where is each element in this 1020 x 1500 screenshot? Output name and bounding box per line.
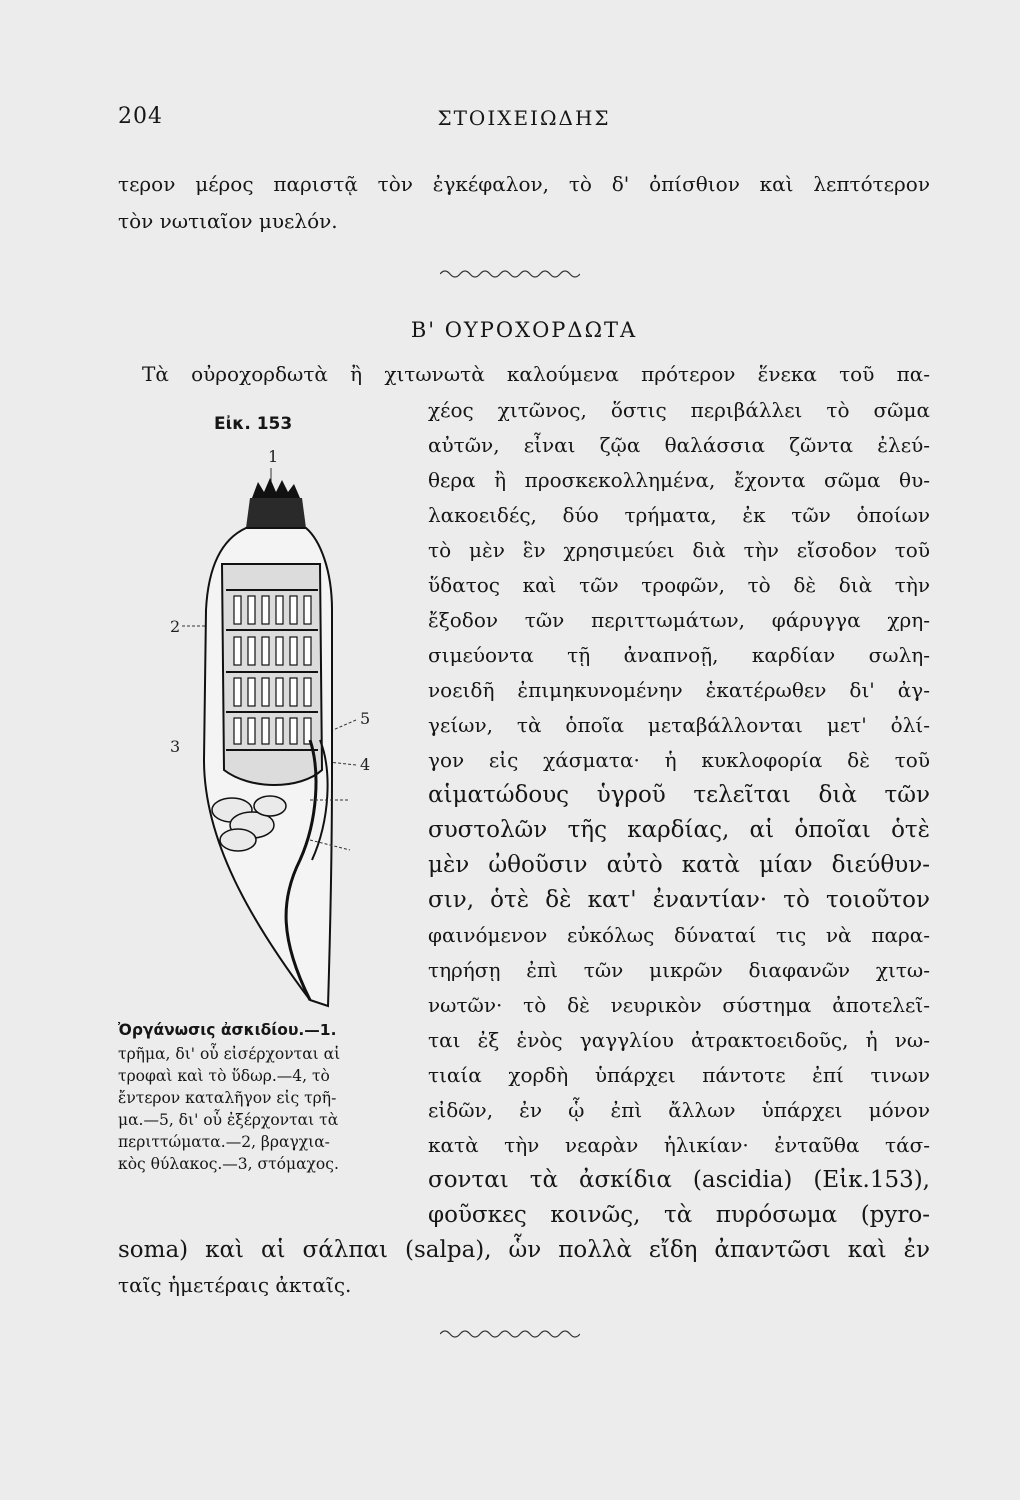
body-line: φοῦσκες κοινῶς, τὰ πυρόσωμα (pyro-	[428, 1202, 930, 1228]
body-line: μὲν ὠθοῦσιν αὐτὸ κατὰ μίαν διεύθυν-	[428, 852, 930, 878]
caption-title: Ὀργάνωσις ἀσκιδίου.—1.	[118, 1021, 337, 1039]
body-line: τὸ μὲν ἓν χρησιμεύει διὰ τὴν εἴσοδον τοῦ	[428, 538, 930, 562]
wavy-ornament	[440, 268, 580, 280]
body-line: αἱματώδους ὑγροῦ τελεῖται διὰ τῶν	[428, 782, 930, 808]
body-line: ταῖς ἡμετέραις ἀκταῖς.	[118, 1273, 352, 1297]
wavy-ornament	[440, 1328, 580, 1340]
section-title: Β' ΟΥΡΟΧΟΡΔΩΤΑ	[410, 318, 638, 342]
callout-5: 5	[360, 709, 371, 728]
caption-line: κὸς θύλακος.—3, στόμαχος.	[118, 1155, 339, 1173]
intro-line: τερον μέρος παριστᾷ τὸν ἐγκέφαλον, τὸ δ' ὀπίσθιον καὶ λεπτότερον	[118, 172, 930, 196]
body-line: γείων, τὰ ὁποῖα μεταβάλλονται μετ' ὀλί-	[428, 713, 930, 737]
body-line: soma) καὶ αἱ σάλπαι (salpa), ὧν πολλὰ εἴδη ἀπαντῶσι καὶ ἐν	[118, 1237, 930, 1263]
callout-3: 3	[170, 737, 181, 756]
caption-line: μα.—5, δι' οὗ ἐξέρχονται τὰ	[118, 1111, 339, 1129]
body-line: σονται τὰ ἀσκίδια (ascidia) (Εἰκ.153),	[428, 1167, 930, 1193]
body-line: φαινόμενον εὐκόλως δύναταί τις νὰ παρα-	[428, 923, 930, 947]
body-line: ἔξοδον τῶν περιττωμάτων, φάρυγγα χρη-	[428, 608, 930, 632]
body-line: λακοειδές, δύο τρήματα, ἐκ τῶν ὁποίων	[428, 503, 930, 527]
caption-line: ἔντερον καταλῆγον εἰς τρῆ-	[118, 1089, 337, 1107]
body-line: κατὰ τὴν νεαρὰν ἡλικίαν· ἐνταῦθα τάσ-	[428, 1133, 930, 1157]
page-number: 204	[118, 104, 163, 129]
body-line: Τὰ οὐροχορδωτὰ ἢ χιτωνωτὰ καλούμενα πρότερον ἕνεκα τοῦ πα-	[142, 362, 930, 386]
caption-line: περιττώματα.—2, βραγχια-	[118, 1133, 330, 1151]
callout-2: 2	[170, 617, 181, 636]
body-line: σιμεύοντα τῇ ἀναπνοῇ, καρδίαν σωλη-	[428, 643, 930, 667]
body-line: νωτῶν· τὸ δὲ νευρικὸν σύστημα ἀποτελεῖ-	[428, 993, 930, 1017]
running-head	[118, 104, 930, 134]
ascidian-illustration	[160, 440, 400, 1020]
callout-4: 4	[360, 755, 371, 774]
body-line: τηρήσῃ ἐπὶ τῶν μικρῶν διαφανῶν χιτω-	[428, 958, 930, 982]
body-line: νοειδῆ ἐπιμηκυνομένην ἑκατέρωθεν δι' ἀγ-	[428, 678, 930, 702]
body-line: συστολῶν τῆς καρδίας, αἱ ὁποῖαι ὁτὲ	[428, 817, 930, 843]
running-title: ΣΤΟΙΧΕΙΩΔΗΣ	[437, 106, 611, 130]
body-line: σιν, ὁτὲ δὲ κατ' ἐναντίαν· τὸ τοιοῦτον	[428, 887, 930, 913]
caption-line: τροφαὶ καὶ τὸ ὕδωρ.—4, τὸ	[118, 1067, 330, 1085]
body-line: τιαία χορδὴ ὑπάρχει πάντοτε ἐπί τινων	[428, 1063, 930, 1087]
body-line: αὐτῶν, εἶναι ζῷα θαλάσσια ζῶντα ἐλεύ-	[428, 433, 930, 457]
body-line: εἰδῶν, ἐν ᾧ ἐπὶ ἄλλων ὑπάρχει μόνον	[428, 1098, 930, 1122]
body-line: ὕδατος καὶ τῶν τροφῶν, τὸ δὲ διὰ τὴν	[428, 573, 930, 597]
body-line: ται ἐξ ἑνὸς γαγγλίου ἀτρακτοειδοῦς, ἡ νω-	[428, 1028, 930, 1052]
callout-1: 1	[268, 447, 279, 466]
body-line: γον εἰς χάσματα· ἡ κυκλοφορία δὲ τοῦ	[428, 748, 930, 772]
figure-label: Εἰκ. 153	[214, 414, 293, 434]
body-line: χέος χιτῶνος, ὅστις περιβάλλει τὸ σῶμα	[428, 398, 930, 422]
caption-line: τρῆμα, δι' οὗ εἰσέρχονται αἱ	[118, 1045, 341, 1063]
body-line: θερα ἢ προσκεκολλημένα, ἔχοντα σῶμα θυ-	[428, 468, 930, 492]
intro-line: τὸν νωτιαῖον μυελόν.	[118, 209, 338, 233]
